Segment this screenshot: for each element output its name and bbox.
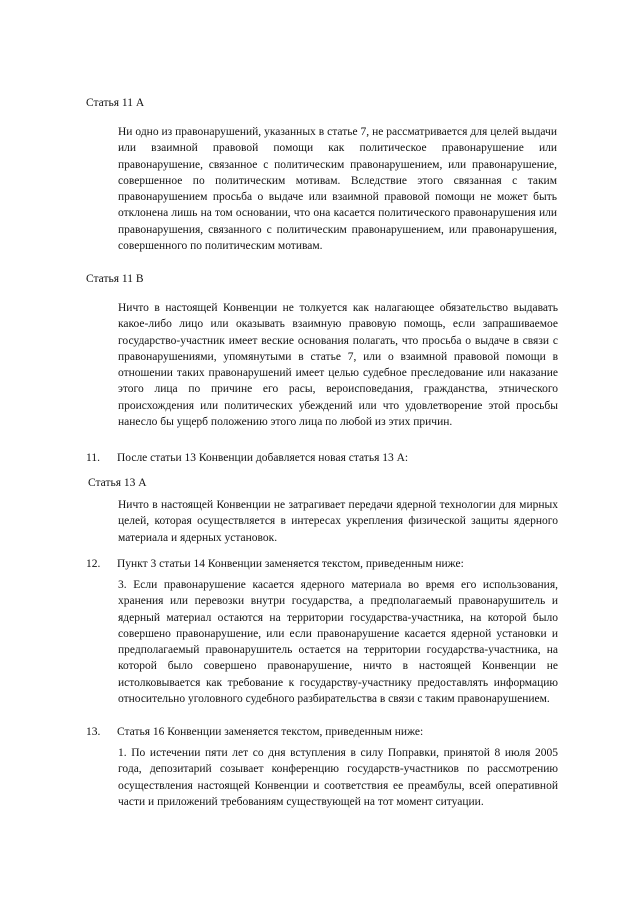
item-13-text: Статья 16 Конвенции заменяется текстом, приведенным ниже: — [117, 726, 424, 738]
article-11b-text: Ничто в настоящей Конвенции не толкуется как налагающее обязательство выдавать какое-либо лицо или оказывать взаимную правовую помощь, если запрашиваемое государство-участник имеет веские основания полагать, что просьба о выдаче в связи с правонарушениями, упомянутыми в статье 7, или о взаимной правовой помощи в отношении таких правонарушений имеет целью судебное преследование или наказание этого лица по причине его расы, вероисповедания, гражданства, этнического происхождения или политических убеждений или что удовлетворение этой просьбы нанесло бы ущерб положению этого лица по любой из этих причин. — [118, 302, 558, 429]
item-12-replacement-text: 3. Если правонарушение касается ядерного материала во время его использования, хранения или перевозки внутри государства, а предполагаемый правонарушитель и ядерный материал остаются на территории государства-участника, на которой было совершено правонарушение, или если правонарушение касается ядерной установки и предполагаемый правонарушитель остается на территории государства-участника, на которой было совершено правонарушение, ничто в настоящей Конвенции не истолковывается как требование к государству-участнику предоставлять информацию относительно уголовного судебного разбирательства в связи с таким правонарушением. — [118, 579, 558, 706]
item-11-number: 11. — [86, 452, 100, 464]
article-13a-text: Ничто в настоящей Конвенции не затрагивает передачи ядерной технологии для мирных целей, которая осуществляется в интересах укрепления физической защиты ядерного материала и ядерных установок. — [118, 499, 558, 544]
item-11-text: После статьи 13 Конвенции добавляется новая статья 13 А: — [117, 452, 409, 464]
article-11a-text: Ни одно из правонарушений, указанных в статье 7, не рассматривается для целей выдачи или взаимной правовой помощи как политическое правонарушение или правонарушение, связанное с политическим правонарушением, или правонарушение, совершенное по политическим мотивам. Вследствие этого связанная с таким правонарушением просьба о выдаче или взаимной правовой помощи не может быть отклонена лишь на том основании, что она касается политического правонарушения или правонарушения, связанного с политическим правонарушением, или правонарушения, совершенного по политическим мотивам. — [118, 126, 557, 253]
item-11 — [86, 451, 408, 465]
item-12-text: Пункт 3 статьи 14 Конвенции заменяется текстом, приведенным ниже: — [117, 558, 464, 570]
item-13 — [86, 725, 423, 739]
article-11b-heading: Статья 11 В — [86, 273, 144, 285]
item-12-number: 12. — [86, 558, 101, 570]
article-11a-heading: Статья 11 А — [86, 97, 145, 109]
item-12 — [86, 557, 464, 571]
item-13-replacement-text: 1. По истечении пяти лет со дня вступления в силу Поправки, принятой 8 июля 2005 года, депозитарий созывает конференцию государств-участников по рассмотрению осуществления настоящей Конвенции и соответствия ее преамбулы, всей оперативной части и приложений требованиям существующей на тот момент ситуации. — [118, 747, 558, 808]
article-13a-heading: Статья 13 А — [88, 477, 147, 489]
item-13-number: 13. — [86, 726, 101, 738]
